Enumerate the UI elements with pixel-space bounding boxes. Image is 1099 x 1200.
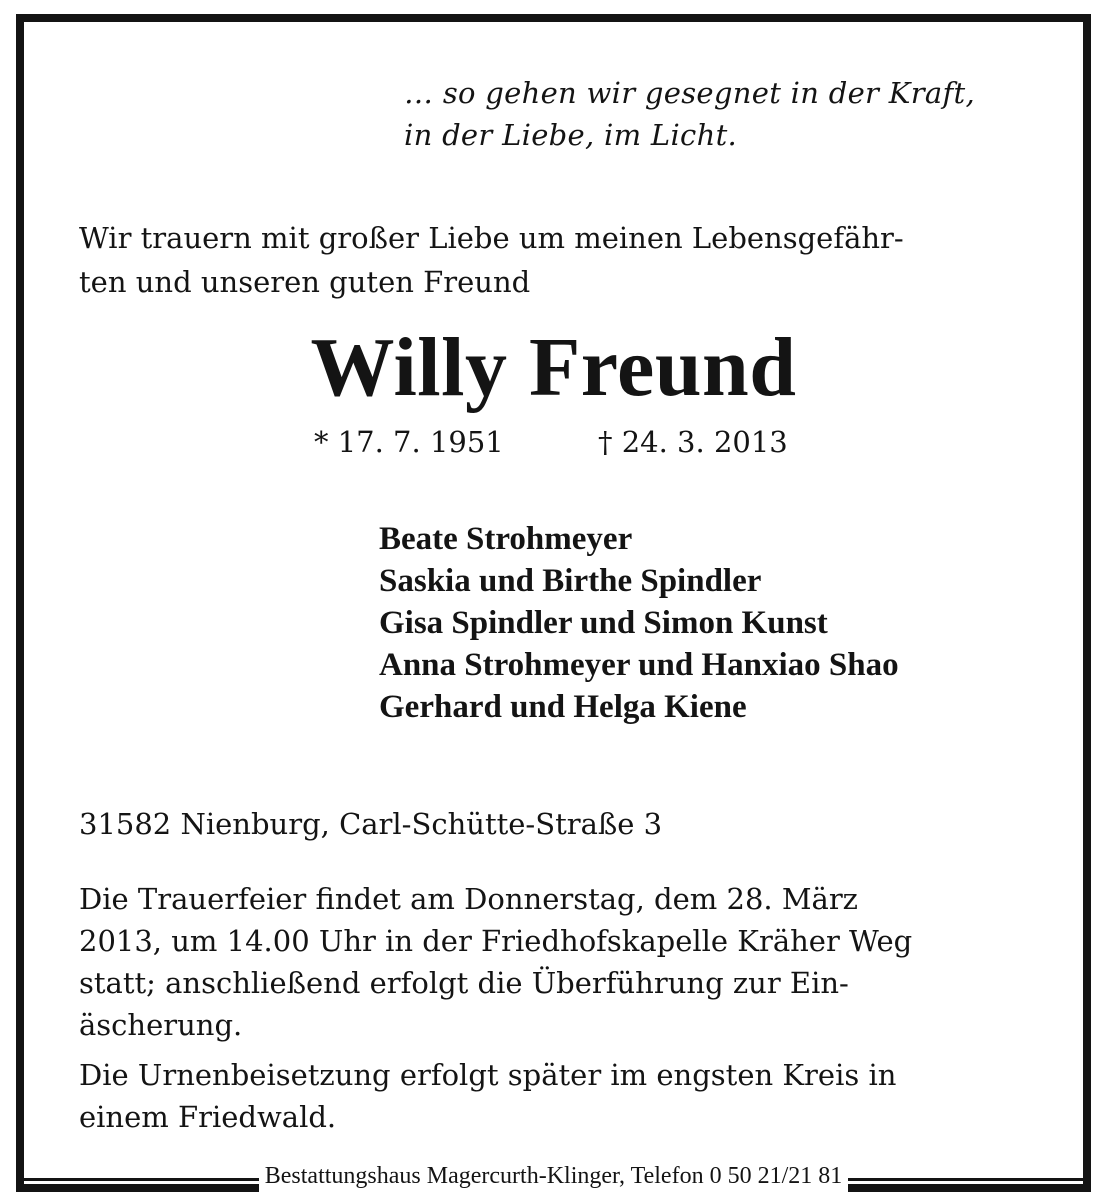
obituary-frame [16,14,1091,1192]
mourner-name: Gisa Spindler und Simon Kunst [379,605,828,641]
mourner-name: Anna Strohmeyer und Hanxiao Shao [379,647,899,683]
urn-line: Die Urnenbeisetzung erfolgt später im engsten Kreis in [79,1058,897,1092]
funeral-line: statt; anschließend erfolgt die Überführung zur Ein- [79,966,849,1000]
urn-line: einem Friedwald. [79,1100,337,1134]
death-date: † 24. 3. 2013 [598,425,788,459]
footer [24,1158,1083,1194]
mourner-name: Saskia und Birthe Spindler [379,563,762,599]
mourner-name: Gerhard und Helga Kiene [379,689,747,725]
mourners-list [379,518,899,728]
funeral-home-contact: Bestattungshaus Magercurth-Klinger, Telefon 0 50 21/21 81 [259,1158,848,1194]
funeral-line: äscherung. [79,1008,243,1042]
address: 31582 Nienburg, Carl-Schütte-Straße 3 [79,807,663,841]
intro-text [79,216,1029,304]
motto-line: … so gehen wir gesegnet in der Kraft, [404,76,975,110]
deceased-name: Willy Freund [310,321,797,414]
funeral-notice [79,878,1029,1046]
mourner-name: Beate Strohmeyer [379,521,633,557]
birth-date: * 17. 7. 1951 [314,425,504,459]
urn-notice [79,1054,1029,1138]
funeral-line: 2013, um 14.00 Uhr in der Friedhofskapelle Kräher Weg [79,924,913,958]
motto-quote [404,72,1054,156]
funeral-line: Die Trauerfeier findet am Donnerstag, dem 28. März [79,882,858,916]
intro-line: ten und unseren guten Freund [79,265,531,299]
motto-line: in der Liebe, im Licht. [404,118,738,152]
intro-line: Wir trauern mit großer Liebe um meinen Lebensgefähr- [79,221,904,255]
